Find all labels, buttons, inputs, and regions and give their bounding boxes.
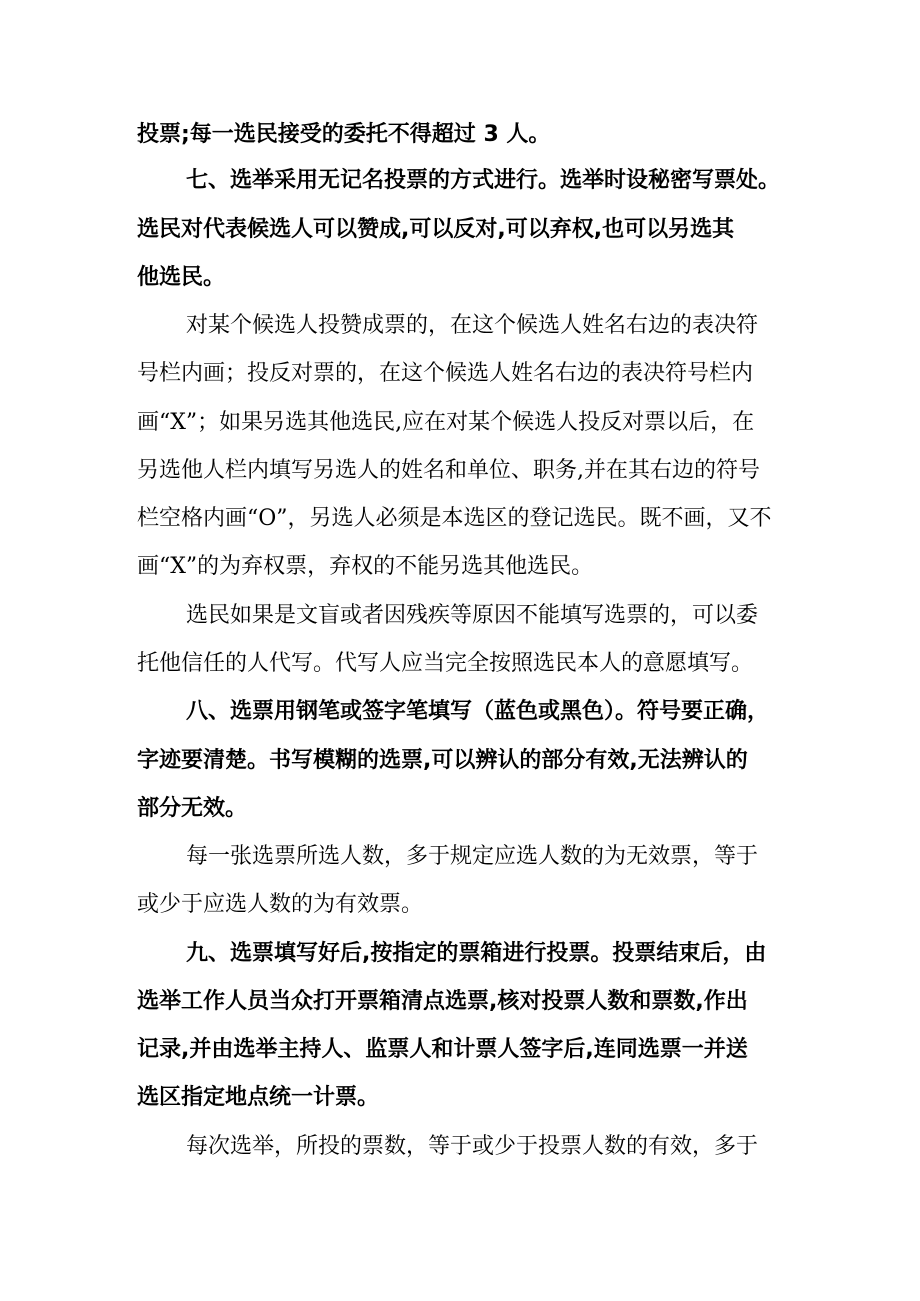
text-line: 他选民。 — [137, 265, 226, 290]
section-nine-heading-line: 九、选票填写好后,按指定的票箱进行投票。投票结束后，由 — [186, 941, 767, 966]
section-eight-heading-line: 八、选票用钢笔或签字笔填写（蓝色或黑色）。符号要正确， — [186, 699, 770, 724]
text-line: 画“X”；如果另选其他选民,应在对某个候选人投反对票以后，在 — [137, 410, 755, 435]
text-line: 选举工作人员当众打开票箱清点选票,核对投票人数和票数,作出 — [137, 989, 748, 1014]
text-line: 另选他人栏内填写另选人的姓名和单位、职务,并在其右边的符号 — [137, 458, 760, 483]
text-line: 托他信任的人代写。代写人应当完全按照选民本人的意愿填写。 — [137, 651, 754, 676]
text-line: 选民对代表候选人可以赞成,可以反对,可以弃权,也可以另选其 — [137, 217, 735, 242]
text-line: 对某个候选人投赞成票的，在这个候选人姓名右边的表决符 — [186, 313, 759, 338]
text-line: 部分无效。 — [137, 796, 248, 821]
text-line: 投票;每一选民接受的委托不得超过 3 人。 — [137, 122, 551, 147]
text-line: 字迹要清楚。书写模糊的选票,可以辨认的部分有效,无法辨认的 — [137, 748, 748, 773]
text-line: 或少于应选人数的为有效票。 — [137, 892, 424, 917]
text-line: 选民如果是文盲或者因残疾等原因不能填写选票的，可以委 — [186, 603, 759, 628]
text-line: 每一张选票所选人数，多于规定应选人数的为无效票，等于 — [186, 844, 759, 869]
text-line: 选区指定地点统一计票。 — [137, 1085, 380, 1110]
text-line: 每次选举，所投的票数，等于或少于投票人数的有效，多于 — [186, 1134, 759, 1159]
section-seven-heading-line: 七、选举采用无记名投票的方式进行。选举时设秘密写票处。 — [186, 168, 781, 193]
text-line: 栏空格内画“O”，另选人必须是本选区的登记选民。既不画，又不 — [137, 506, 772, 531]
text-line: 画“X”的为弃权票，弃权的不能另选其他选民。 — [137, 554, 594, 579]
text-line: 号栏内画；投反对票的，在这个候选人姓名右边的表决符号栏内 — [137, 361, 754, 386]
text-line: 记录,并由选举主持人、监票人和计票人签字后,连同选票一并送 — [137, 1037, 748, 1062]
